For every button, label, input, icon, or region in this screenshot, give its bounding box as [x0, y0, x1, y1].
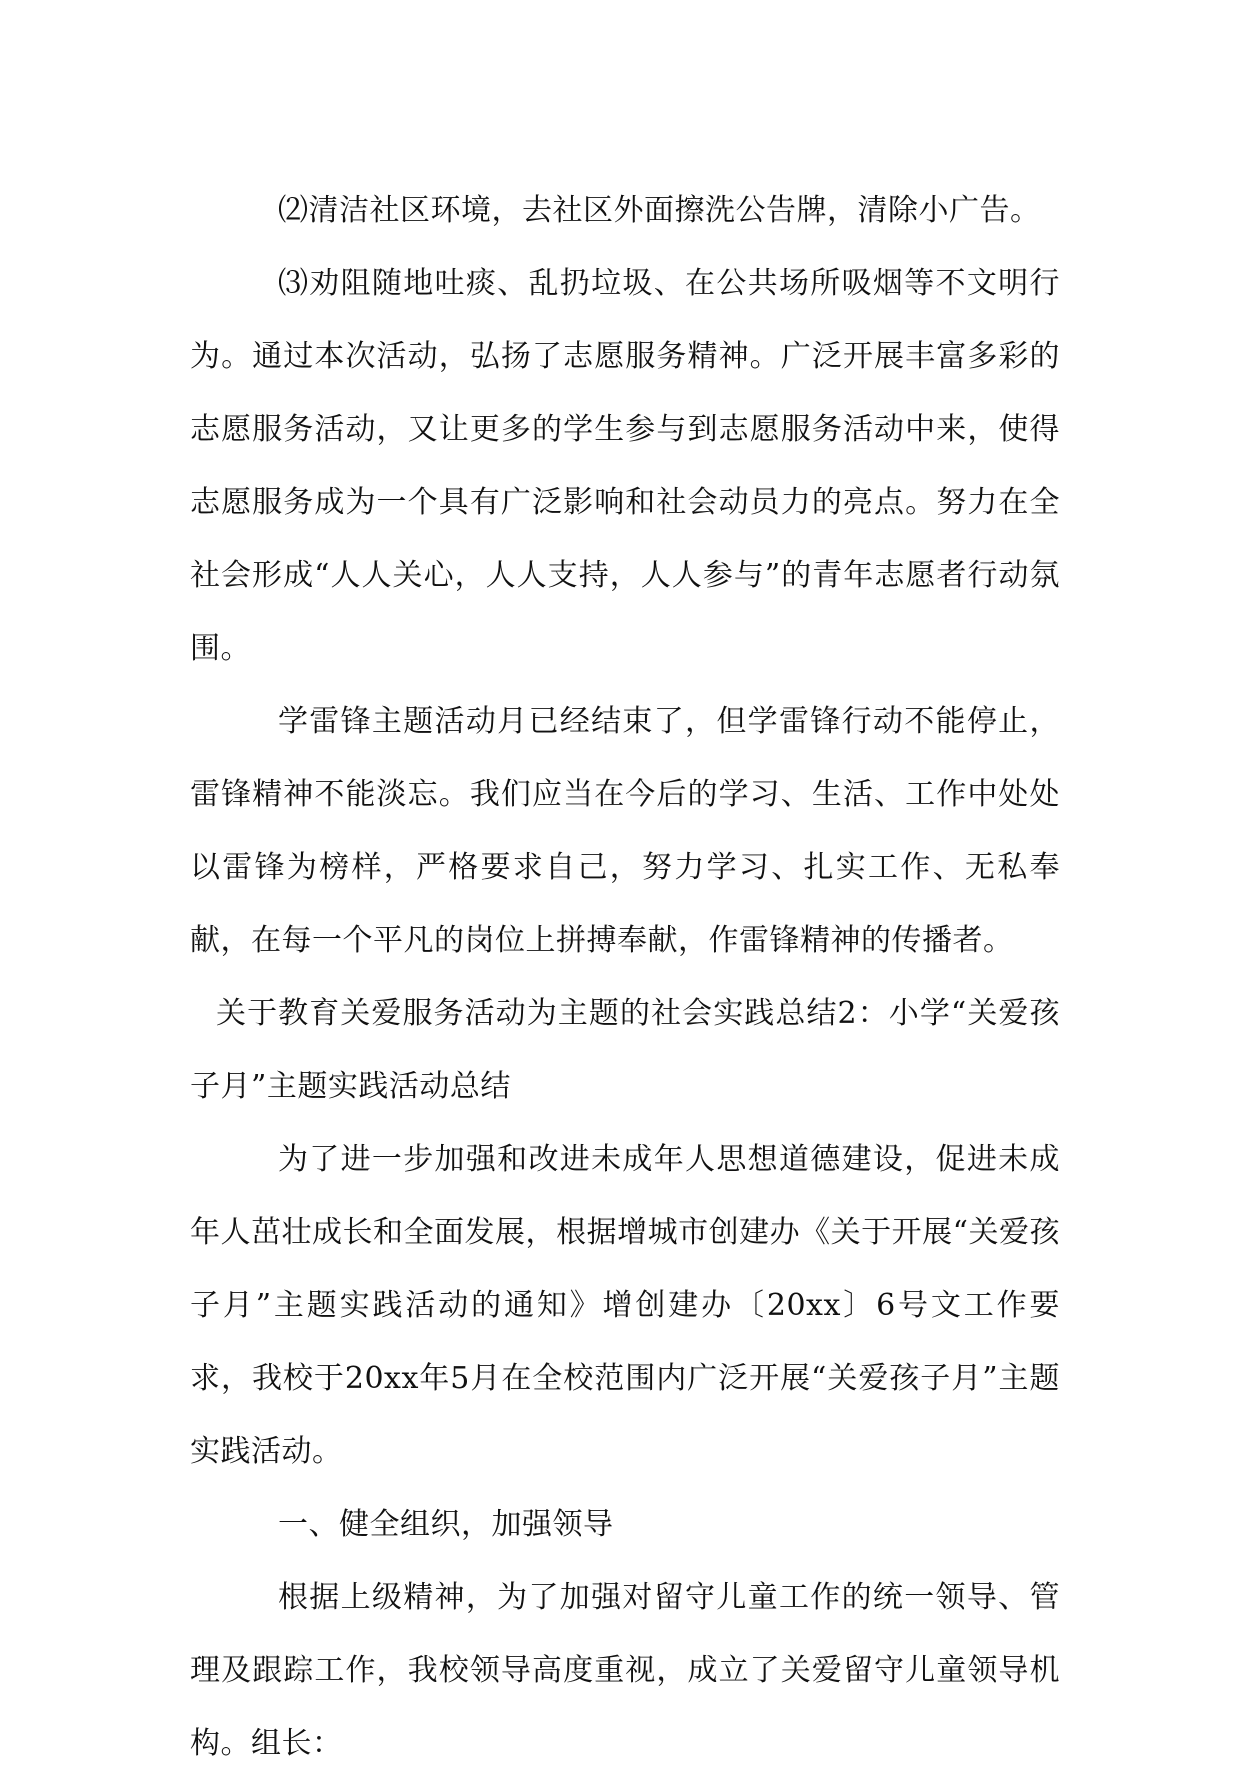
- document-body: [190, 174, 1060, 1780]
- paragraph-item-3: ⑶劝阻随地吐痰、乱扔垃圾、在公共场所吸烟等不文明行为。通过本次活动，弘扬了志愿服务精神。广泛开展丰富多彩的志愿服务活动，又让更多的学生参与到志愿服务活动中来，使得志愿服务成为一个具有广泛影响和社会动员力的亮点。努力在全社会形成“人人关心，人人支持，人人参与”的青年志愿者行动氛围。: [190, 266, 1060, 666]
- paragraph-lei-feng-summary: 学雷锋主题活动月已经结束了，但学雷锋行动不能停止，雷锋精神不能淡忘。我们应当在今后的学习、生活、工作中处处以雷锋为榜样，严格要求自己，努力学习、扎实工作、无私奉献，在每一个平凡的岗位上拼搏奉献，作雷锋精神的传播者。: [190, 704, 1060, 958]
- paragraph-intro: 为了进一步加强和改进未成年人思想道德建设，促进未成年人茁壮成长和全面发展，根据增城市创建办《关于开展“关爱孩子月”主题实践活动的通知》增创建办〔20xx〕6号文工作要求，我校于20xx年5月在全校范围内广泛开展“关爱孩子月”主题实践活动。: [190, 1142, 1060, 1469]
- subheading-organization: 一、健全组织，加强领导: [278, 1507, 614, 1542]
- section-heading: 关于教育关爱服务活动为主题的社会实践总结2：小学“关爱孩子月”主题实践活动总结: [190, 996, 1060, 1104]
- paragraph-item-2: ⑵清洁社区环境，去社区外面擦洗公告牌，清除小广告。: [278, 193, 1041, 228]
- paragraph-leadership: 根据上级精神，为了加强对留守儿童工作的统一领导、管理及跟踪工作，我校领导高度重视，成立了关爱留守儿童领导机构。组长：: [190, 1580, 1060, 1761]
